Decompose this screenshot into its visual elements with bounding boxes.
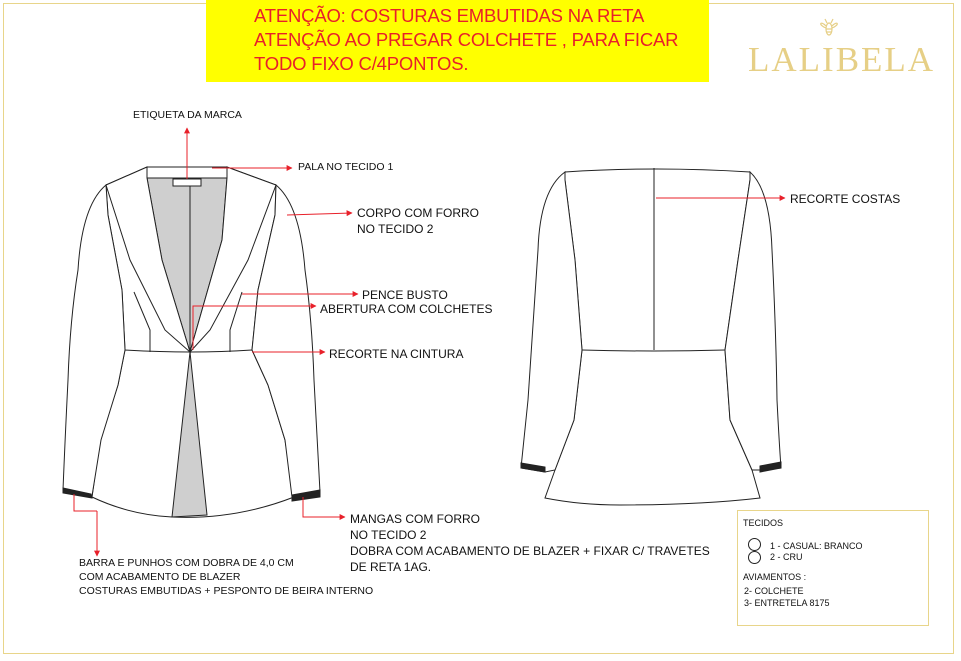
- warning-line-1: ATENÇÃO: COSTURAS EMBUTIDAS NA RETA: [254, 5, 645, 26]
- back-view: [521, 168, 781, 505]
- label-recorte-costas: RECORTE COSTAS: [790, 192, 901, 206]
- legend-box: [737, 510, 929, 626]
- brand-logo: LALIBELA: [748, 40, 936, 79]
- legend-aviamentos-title: AVIAMENTOS :: [743, 572, 807, 582]
- label-mangas-2: NO TECIDO 2: [350, 528, 427, 542]
- label-pala: PALA NO TECIDO 1: [298, 161, 394, 173]
- label-barra-3: COSTURAS EMBUTIDAS + PESPONTO DE BEIRA INTERNO: [79, 585, 374, 597]
- label-mangas-4: DE RETA 1AG.: [350, 560, 432, 574]
- arrow-corpo: [287, 213, 352, 215]
- tecido-1-swatch: [748, 538, 761, 551]
- label-corpo-2: NO TECIDO 2: [357, 222, 434, 236]
- front-view: [63, 167, 320, 517]
- warning-line-2: ATENÇÃO AO PREGAR COLCHETE , PARA FICAR: [254, 29, 679, 50]
- label-mangas-3: DOBRA COM ACABAMENTO DE BLAZER + FIXAR C/ TRAVETES: [350, 544, 710, 558]
- arrow-mangas: [303, 497, 345, 517]
- label-barra-1: BARRA E PUNHOS COM DOBRA DE 4,0 CM: [79, 557, 294, 569]
- label-etiqueta: ETIQUETA DA MARCA: [133, 109, 242, 121]
- warning-line-3: TODO FIXO C/4PONTOS.: [254, 53, 469, 74]
- legend-aviamento-1: 2- COLCHETE: [744, 586, 804, 596]
- legend-aviamento-2: 3- ENTRETELA 8175: [744, 598, 830, 608]
- legend-tecido-1: 1 - CASUAL: BRANCO: [770, 541, 863, 551]
- label-corpo-1: CORPO COM FORRO: [357, 206, 479, 220]
- legend-tecidos-title: TECIDOS: [743, 518, 784, 528]
- tecido-2-swatch: [748, 551, 761, 564]
- label-recorte-cintura: RECORTE NA CINTURA: [329, 347, 464, 361]
- label-pence: PENCE BUSTO: [362, 288, 448, 302]
- label-abertura: ABERTURA COM COLCHETES: [320, 302, 493, 316]
- label-barra-2: COM ACABAMENTO DE BLAZER: [79, 571, 241, 583]
- legend-tecido-2: 2 - CRU: [770, 552, 803, 562]
- label-mangas-1: MANGAS COM FORRO: [350, 512, 481, 526]
- brand-label-tag: [173, 179, 201, 186]
